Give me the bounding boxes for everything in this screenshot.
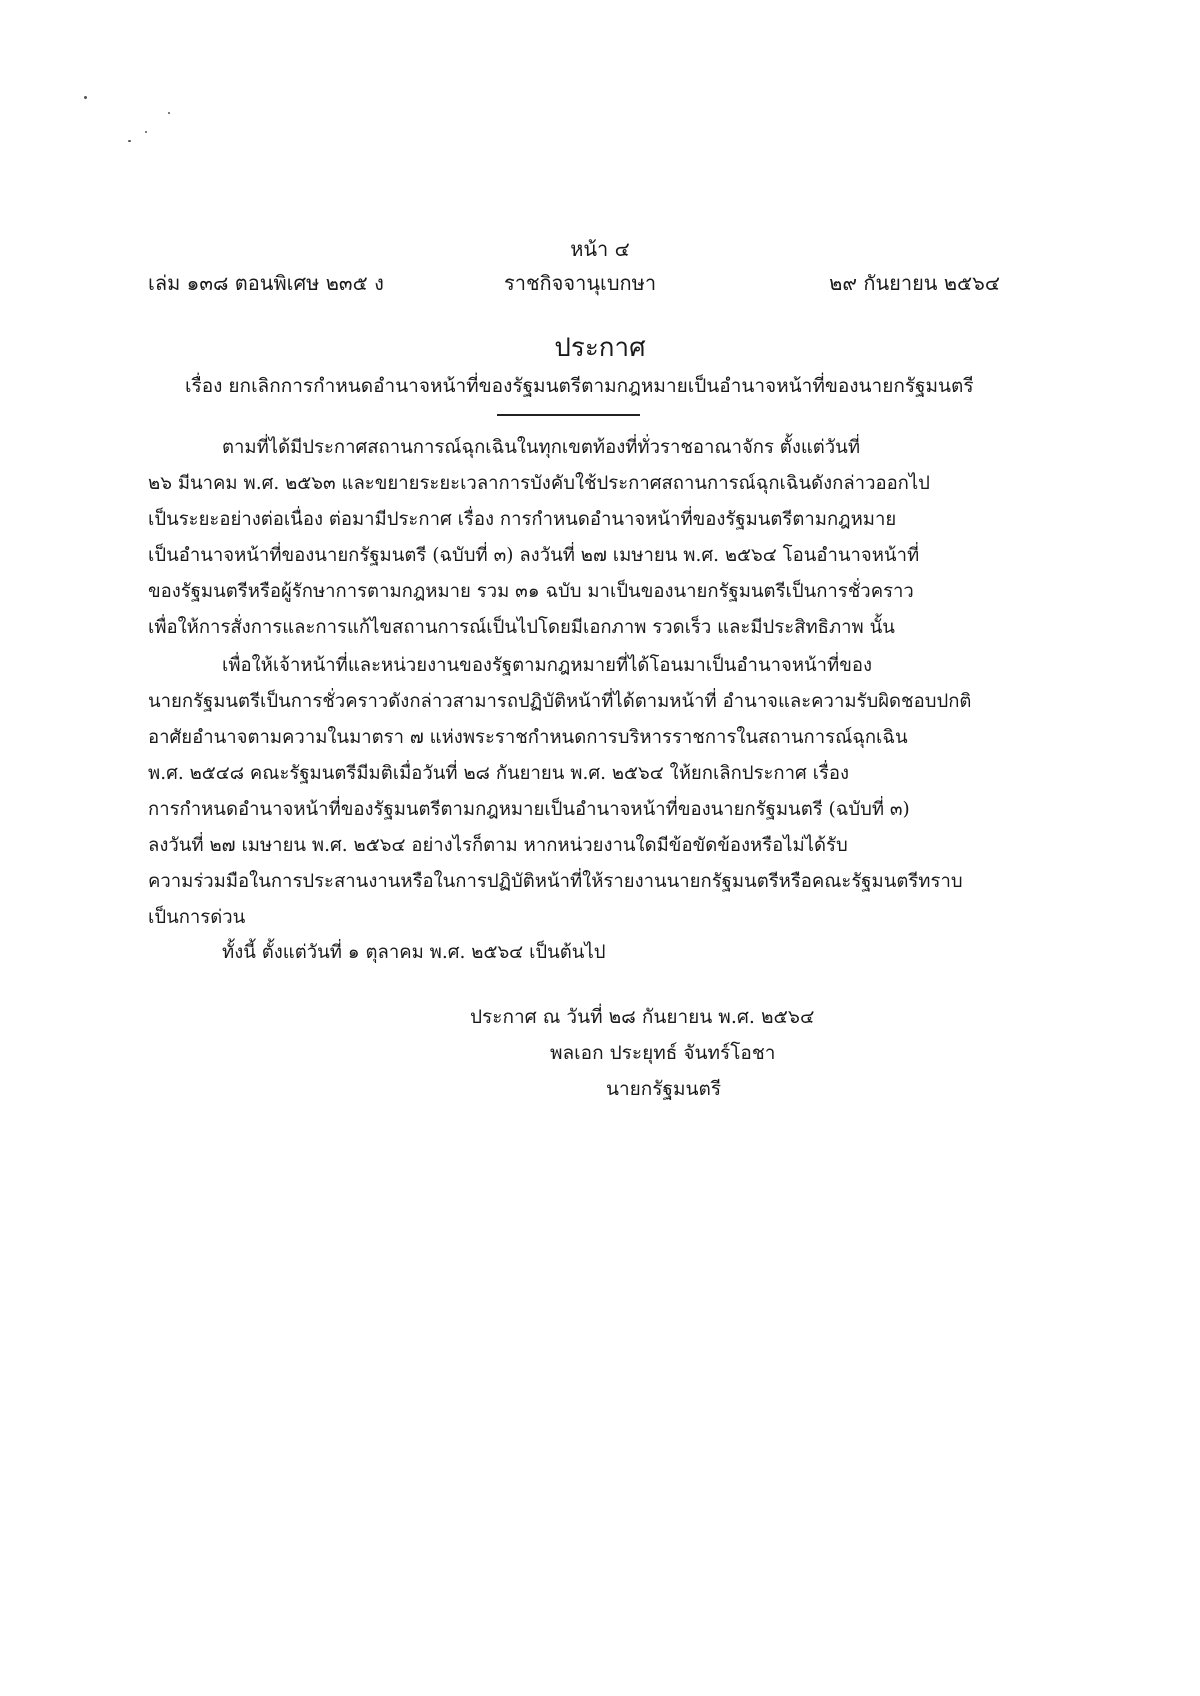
scan-speck xyxy=(168,112,170,114)
paragraph-line: ตามที่ได้มีประกาศสถานการณ์ฉุกเฉินในทุกเขตท้องที่ทั่วราชอาณาจักร ตั้งแต่วันที่ xyxy=(222,437,861,458)
paragraph-line: ทั้งนี้ ตั้งแต่วันที่ ๑ ตุลาคม พ.ศ. ๒๕๖๔ เป็นต้นไป xyxy=(222,942,606,963)
scan-speck xyxy=(145,131,147,133)
paragraph-line: นายกรัฐมนตรีเป็นการชั่วคราวดังกล่าวสามารถปฏิบัติหน้าที่ได้ตามหน้าที่ อำนาจและความรับผิดชอบปกติ xyxy=(148,691,972,712)
publication-date: ๒๙ กันยายน ๒๕๖๔ xyxy=(829,271,1000,295)
document-title: ประกาศ xyxy=(554,333,646,363)
page-number: หน้า ๔ xyxy=(570,237,630,261)
paragraph-line: ของรัฐมนตรีหรือผู้รักษาการตามกฎหมาย รวม ๓๑ ฉบับ มาเป็นของนายกรัฐมนตรีเป็นการชั่วคราว xyxy=(148,581,914,602)
paragraph-line: อาศัยอำนาจตามความในมาตรา ๗ แห่งพระราชกำหนดการบริหารราชการในสถานการณ์ฉุกเฉิน xyxy=(148,727,908,748)
paragraph-line: ๒๖ มีนาคม พ.ศ. ๒๕๖๓ และขยายระยะเวลาการบังคับใช้ประกาศสถานการณ์ฉุกเฉินดังกล่าวออกไป xyxy=(148,473,930,494)
document-subject: เรื่อง ยกเลิกการกำหนดอำนาจหน้าที่ของรัฐมนตรีตามกฎหมายเป็นอำนาจหน้าที่ของนายกรัฐมนตรี xyxy=(185,375,974,397)
publication-name: ราชกิจจานุเบกษา xyxy=(504,271,657,295)
signatory-name: พลเอก ประยุทธ์ จันทร์โอชา xyxy=(550,1042,776,1064)
paragraph-line: เป็นอำนาจหน้าที่ของนายกรัฐมนตรี (ฉบับที่ ๓) ลงวันที่ ๒๗ เมษายน พ.ศ. ๒๕๖๔ โอนอำนาจหน้าที่ xyxy=(148,545,920,566)
title-divider xyxy=(497,414,640,416)
signatory-position: นายกรัฐมนตรี xyxy=(606,1078,722,1100)
scan-speck xyxy=(84,96,87,99)
gazette-header xyxy=(148,267,1000,297)
paragraph-line: ลงวันที่ ๒๗ เมษายน พ.ศ. ๒๕๖๔ อย่างไรก็ตาม หากหน่วยงานใดมีข้อขัดข้องหรือไม่ได้รับ xyxy=(148,835,848,856)
paragraph-line: เพื่อให้เจ้าหน้าที่และหน่วยงานของรัฐตามกฎหมายที่ได้โอนมาเป็นอำนาจหน้าที่ของ xyxy=(222,655,873,676)
paragraph-line: เป็นการด่วน xyxy=(148,907,246,928)
announcement-date: ประกาศ ณ วันที่ ๒๘ กันยายน พ.ศ. ๒๕๖๔ xyxy=(470,1006,815,1028)
paragraph-line: ความร่วมมือในการประสานงานหรือในการปฏิบัติหน้าที่ให้รายงานนายกรัฐมนตรีหรือคณะรัฐมนตรีทราบ xyxy=(148,871,963,892)
volume-info: เล่ม ๑๓๘ ตอนพิเศษ ๒๓๕ ง xyxy=(148,271,384,295)
paragraph-line: พ.ศ. ๒๕๔๘ คณะรัฐมนตรีมีมติเมื่อวันที่ ๒๘ กันยายน พ.ศ. ๒๕๖๔ ให้ยกเลิกประกาศ เรื่อง xyxy=(148,763,850,784)
scan-speck xyxy=(128,140,131,142)
paragraph-line: เพื่อให้การสั่งการและการแก้ไขสถานการณ์เป็นไปโดยมีเอกภาพ รวดเร็ว และมีประสิทธิภาพ นั้น xyxy=(148,617,895,638)
paragraph-line: การกำหนดอำนาจหน้าที่ของรัฐมนตรีตามกฎหมายเป็นอำนาจหน้าที่ของนายกรัฐมนตรี (ฉบับที่ ๓) xyxy=(148,799,910,820)
paragraph-line: เป็นระยะอย่างต่อเนื่อง ต่อมามีประกาศ เรื่อง การกำหนดอำนาจหน้าที่ของรัฐมนตรีตามกฎหมาย xyxy=(148,509,897,530)
